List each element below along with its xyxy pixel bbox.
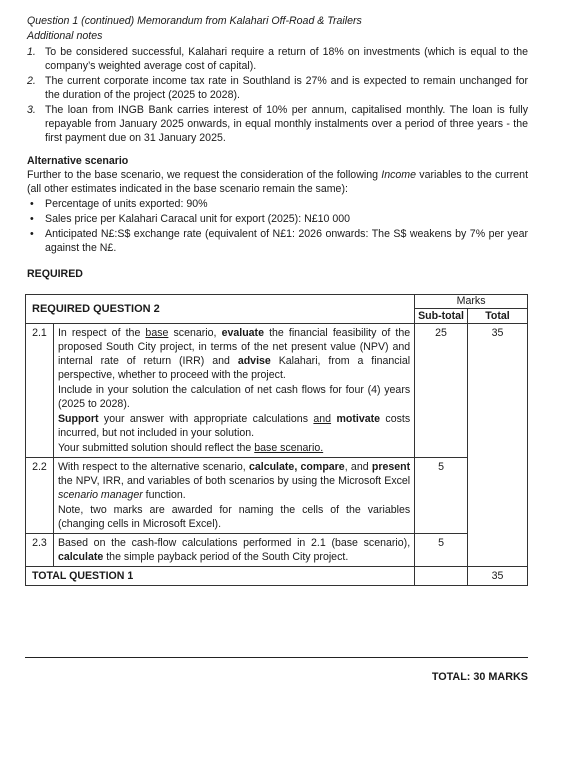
note-text: To be considered successful, Kalahari require a return of 18% on investments (which is equal to the company’s weighted average cost of capital). [45,46,528,72]
total-value: 35 [467,324,527,567]
additional-notes-list [27,45,528,145]
bullet-icon: • [30,228,34,240]
alternative-scenario-intro [27,168,528,196]
list-item [27,212,528,226]
intro-text: variables to the current (all other estimates indicated in the base scenario remain the same): [27,169,529,195]
question-number: 2.3 [26,534,54,567]
bullet-icon: • [30,198,34,210]
required-question-table [25,294,528,586]
question-paragraph: Note, two marks are awarded for naming the cells of the variables (changing cells in Microsoft Excel). [57,504,411,530]
bullet-icon: • [30,213,34,225]
bullet-text: Sales price per Kalahari Caracal unit for export (2025): N£10 000 [45,213,351,225]
intro-text: Further to the base scenario, we request the consideration of the following [27,169,382,181]
note-item [27,74,528,102]
question-number: 2.1 [26,324,54,458]
question-paragraph: With respect to the alternative scenario, calculate, compare, and present the NPV, IRR, and variables of both scenarios by using the Microsoft Excel scenario manager function. [57,461,411,501]
total-row [26,567,528,586]
list-item [27,227,528,255]
total-question-value: 35 [467,567,527,586]
alternative-variables-list [27,197,528,255]
note-number: 3. [27,104,36,116]
total-marks: TOTAL: 30 MARKS [431,671,528,683]
subtotal-value: 5 [415,458,468,534]
table-header-row [26,295,528,309]
required-heading: REQUIRED [27,268,83,280]
note-text: The current corporate income tax rate in Southland is 27% and is expected to remain unchanged for the duration of the project (2025 to 2028). [45,75,528,101]
subtotal-value: 5 [415,534,468,567]
divider [25,657,528,658]
note-text: The loan from INGB Bank carries interest of 10% per annum, capitalised monthly. The loan is fully repayable from January 2025 onwards, in equal monthly instalments over a period of three years - the first payment due on 31 January 2025. [45,104,528,144]
table-row [26,324,528,458]
question-number: 2.2 [26,458,54,534]
total-subtotal-cell [415,567,468,586]
note-number: 2. [27,75,36,87]
total-question-label: TOTAL QUESTION 1 [26,567,415,586]
question-text [53,324,414,458]
bullet-text: Anticipated N£:S$ exchange rate (equivalent of N£1: 2026 onwards: The S$ weakens by 7% per year against the N£. [45,228,528,254]
table-row [26,458,528,534]
question-text [53,534,414,567]
bullet-text: Percentage of units exported: 90% [45,198,208,210]
question-text [53,458,414,534]
question-paragraph: Your submitted solution should reflect the base scenario. [57,442,324,454]
total-header: Total [467,309,527,324]
question-paragraph: In respect of the base scenario, evaluate the financial feasibility of the proposed South City project, in terms of the net present value (NPV) and internal rate of return (IRR) and advise Kalahari, from a financial perspective, whether to proceed with the project. [57,327,411,381]
marks-header: Marks [415,295,528,309]
note-number: 1. [27,46,36,58]
question-paragraph: Based on the cash-flow calculations performed in 2.1 (base scenario), calculate the simple payback period of the South City project. [57,537,411,563]
subtotal-header: Sub-total [415,309,468,324]
note-item [27,45,528,73]
page-header-title: Question 1 (continued) Memorandum from Kalahari Off-Road & Trailers [27,15,362,27]
question-paragraph: Support your answer with appropriate calculations and motivate costs incurred, but not included in your solution. [57,413,411,439]
list-item [27,197,528,211]
note-item [27,103,528,145]
additional-notes-heading: Additional notes [27,30,103,42]
question-paragraph: Include in your solution the calculation of net cash flows for four (4) years (2025 to 2028). [57,384,411,410]
document-page [27,14,528,586]
alternative-scenario-heading: Alternative scenario [27,155,129,167]
table-title: REQUIRED QUESTION 2 [26,295,415,324]
table-row [26,534,528,567]
intro-italic-text: Income [381,169,417,181]
subtotal-value: 25 [415,324,468,458]
